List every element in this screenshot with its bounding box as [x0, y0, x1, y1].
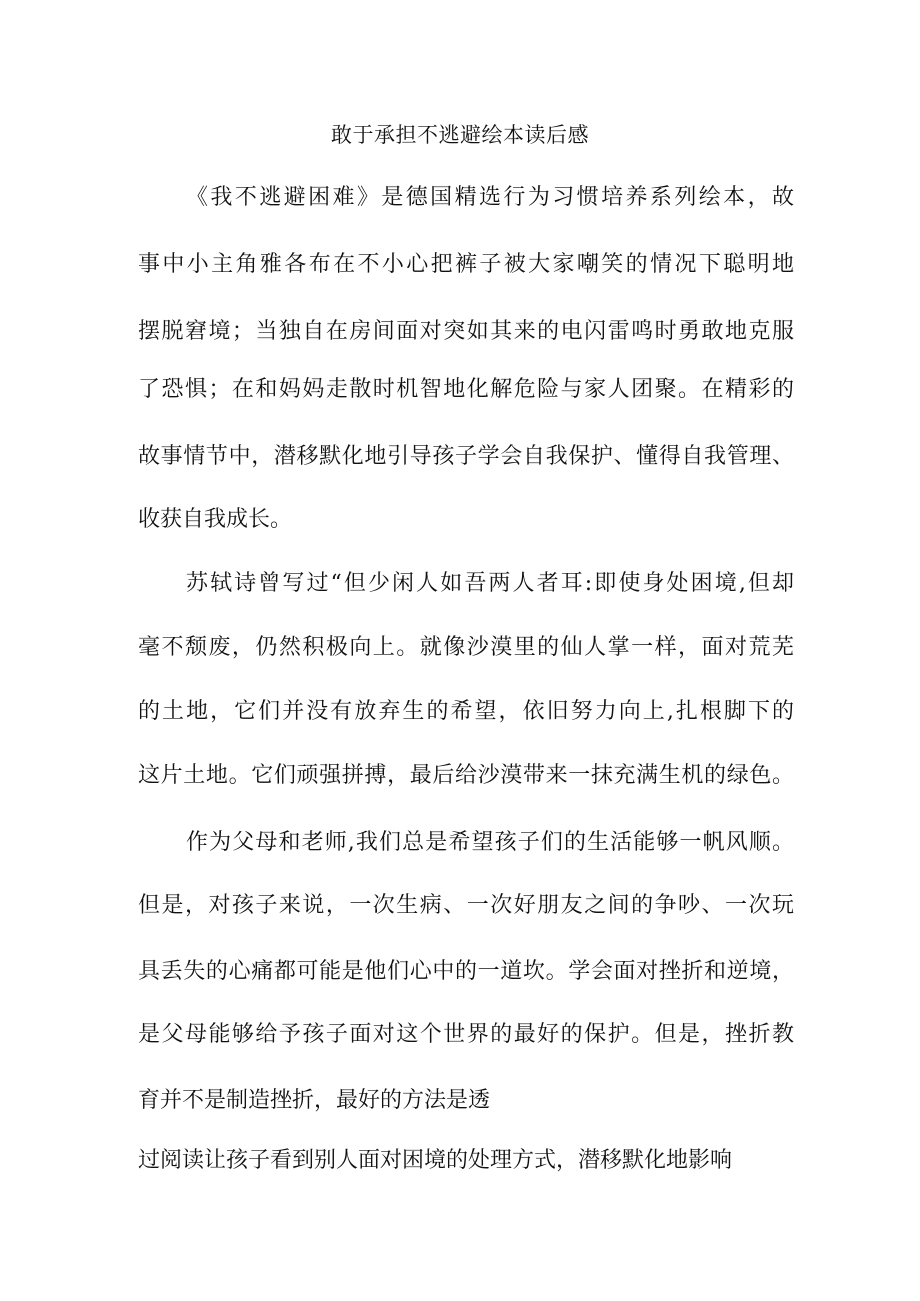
document-title: 敢于承担不逃避绘本读后感: [331, 123, 589, 147]
paragraph-line: 过阅读让孩子看到别人面对困境的处理方式，潜移默化地影响: [138, 1148, 733, 1173]
paragraph-line: 但是，对孩子来说，一次生病、一次好朋友之间的争吵、一次玩: [138, 893, 794, 918]
paragraph-line: 事中小主角雅各布在不小心把裤子被大家嘲笑的情况下聪明地: [138, 252, 794, 277]
paragraph-line: 苏轼诗曾写过“但少闲人如吾两人者耳:即使身处困境,但却: [186, 571, 794, 596]
paragraph-line: 摆脱窘境；当独自在房间面对突如其来的电闪雷鸣时勇敢地克服: [138, 319, 794, 344]
paragraph-line: 这片土地。它们顽强拼搏，最后给沙漠带来一抹充满生机的绿色。: [138, 763, 794, 788]
paragraph-line: 故事情节中，潜移默化地引导孩子学会自我保护、懂得自我管理、: [138, 444, 794, 469]
paragraph-line: 毫不颓废，仍然积极向上。就像沙漠里的仙人掌一样，面对荒芜: [138, 635, 794, 660]
paragraph-line: 作为父母和老师,我们总是希望孩子们的生活能够一帆风顺。: [186, 830, 794, 855]
paragraph-line: 了恐惧；在和妈妈走散时机智地化解危险与家人团聚。在精彩的: [138, 377, 794, 402]
paragraph-line: 具丢失的心痛都可能是他们心中的一道坎。学会面对挫折和逆境，: [138, 959, 794, 984]
paragraph-line: 育并不是制造挫折，最好的方法是透: [138, 1088, 491, 1113]
paragraph-line: 收获自我成长。: [138, 507, 293, 532]
paragraph-line: 是父母能够给予孩子面对这个世界的最好的保护。但是，挫折教: [138, 1022, 794, 1047]
paragraph-line: 《我不逃避困难》是德国精选行为习惯培养系列绘本，故: [186, 185, 794, 210]
paragraph-line: 的土地，它们并没有放弃生的希望，依旧努力向上,扎根脚下的: [138, 699, 794, 724]
